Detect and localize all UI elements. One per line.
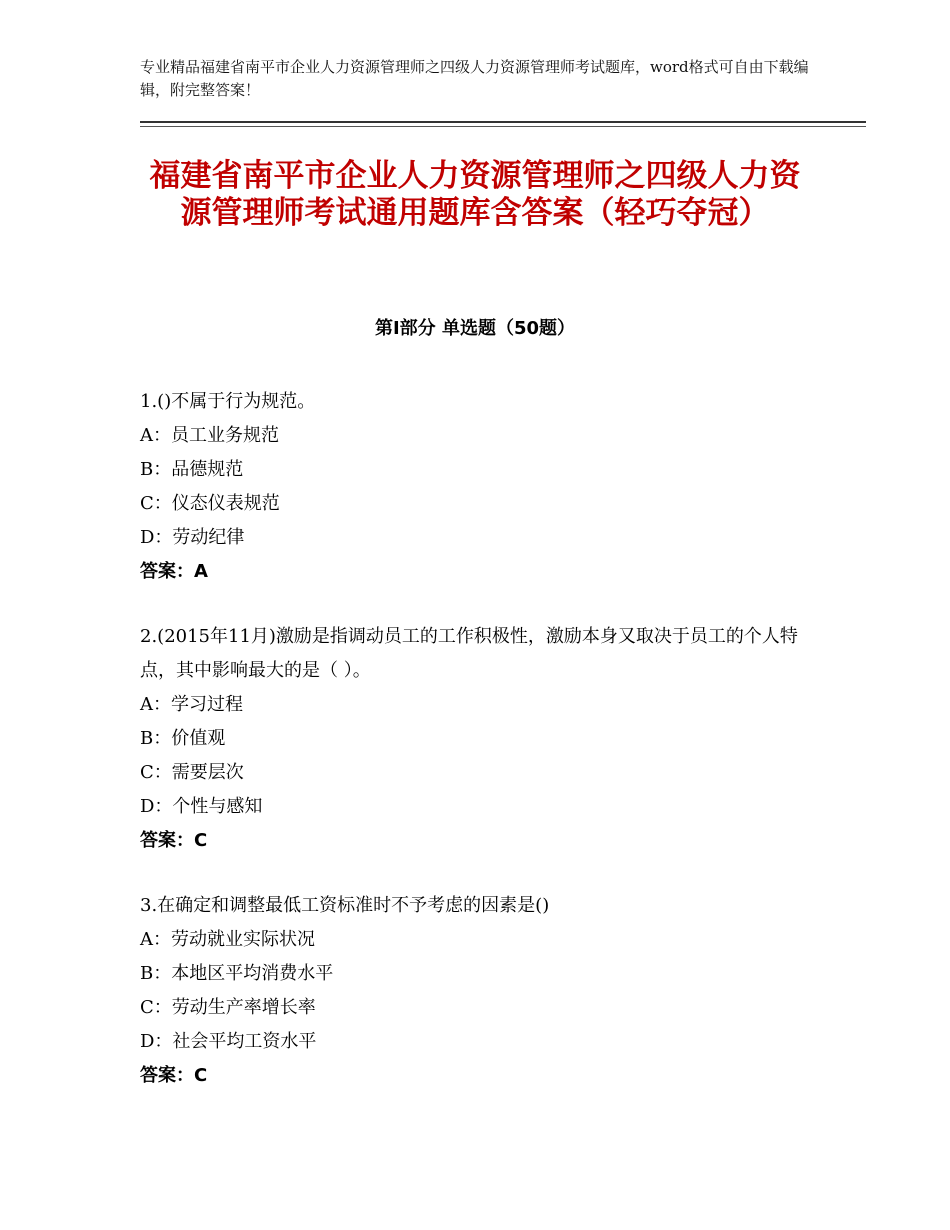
option-c: C：仪态仪表规范 [140, 493, 280, 514]
section-title: 第Ⅰ部分 单选题（50题） [374, 318, 575, 339]
question-stem: 1.()不属于行为规范。 [140, 391, 316, 412]
question-1 [140, 385, 820, 589]
option-b: B：价值观 [140, 728, 226, 749]
option-a: A：劳动就业实际状况 [140, 929, 315, 950]
header-rule-thick [140, 121, 866, 123]
question-stem: 2.(2015年11月)激励是指调动员工的工作积极性，激励本身又取决于员工的个人特点，其中影响最大的是（ ）。 [140, 626, 798, 681]
question-2 [140, 620, 820, 858]
option-c: C：劳动生产率增长率 [140, 997, 316, 1018]
option-d: D：社会平均工资水平 [140, 1031, 317, 1052]
option-d: D：个性与感知 [140, 796, 263, 817]
option-a: A：学习过程 [140, 694, 243, 715]
answer: 答案：C [140, 1065, 208, 1086]
header-rule-thin [140, 126, 866, 127]
option-b: B：品德规范 [140, 459, 244, 480]
answer: 答案：C [140, 830, 208, 851]
header-note: 专业精品福建省南平市企业人力资源管理师之四级人力资源管理师考试题库，word格式可自由下载编辑，附完整答案！ [140, 58, 809, 99]
document-title: 福建省南平市企业人力资源管理师之四级人力资源管理师考试通用题库含答案（轻巧夺冠） [149, 158, 801, 231]
option-d: D：劳动纪律 [140, 527, 245, 548]
question-list [140, 385, 820, 1124]
answer: 答案：A [140, 561, 208, 582]
option-c: C：需要层次 [140, 762, 244, 783]
question-stem: 3.在确定和调整最低工资标准时不予考虑的因素是() [140, 895, 550, 916]
option-a: A：员工业务规范 [140, 425, 279, 446]
option-b: B：本地区平均消费水平 [140, 963, 334, 984]
question-3 [140, 889, 820, 1093]
